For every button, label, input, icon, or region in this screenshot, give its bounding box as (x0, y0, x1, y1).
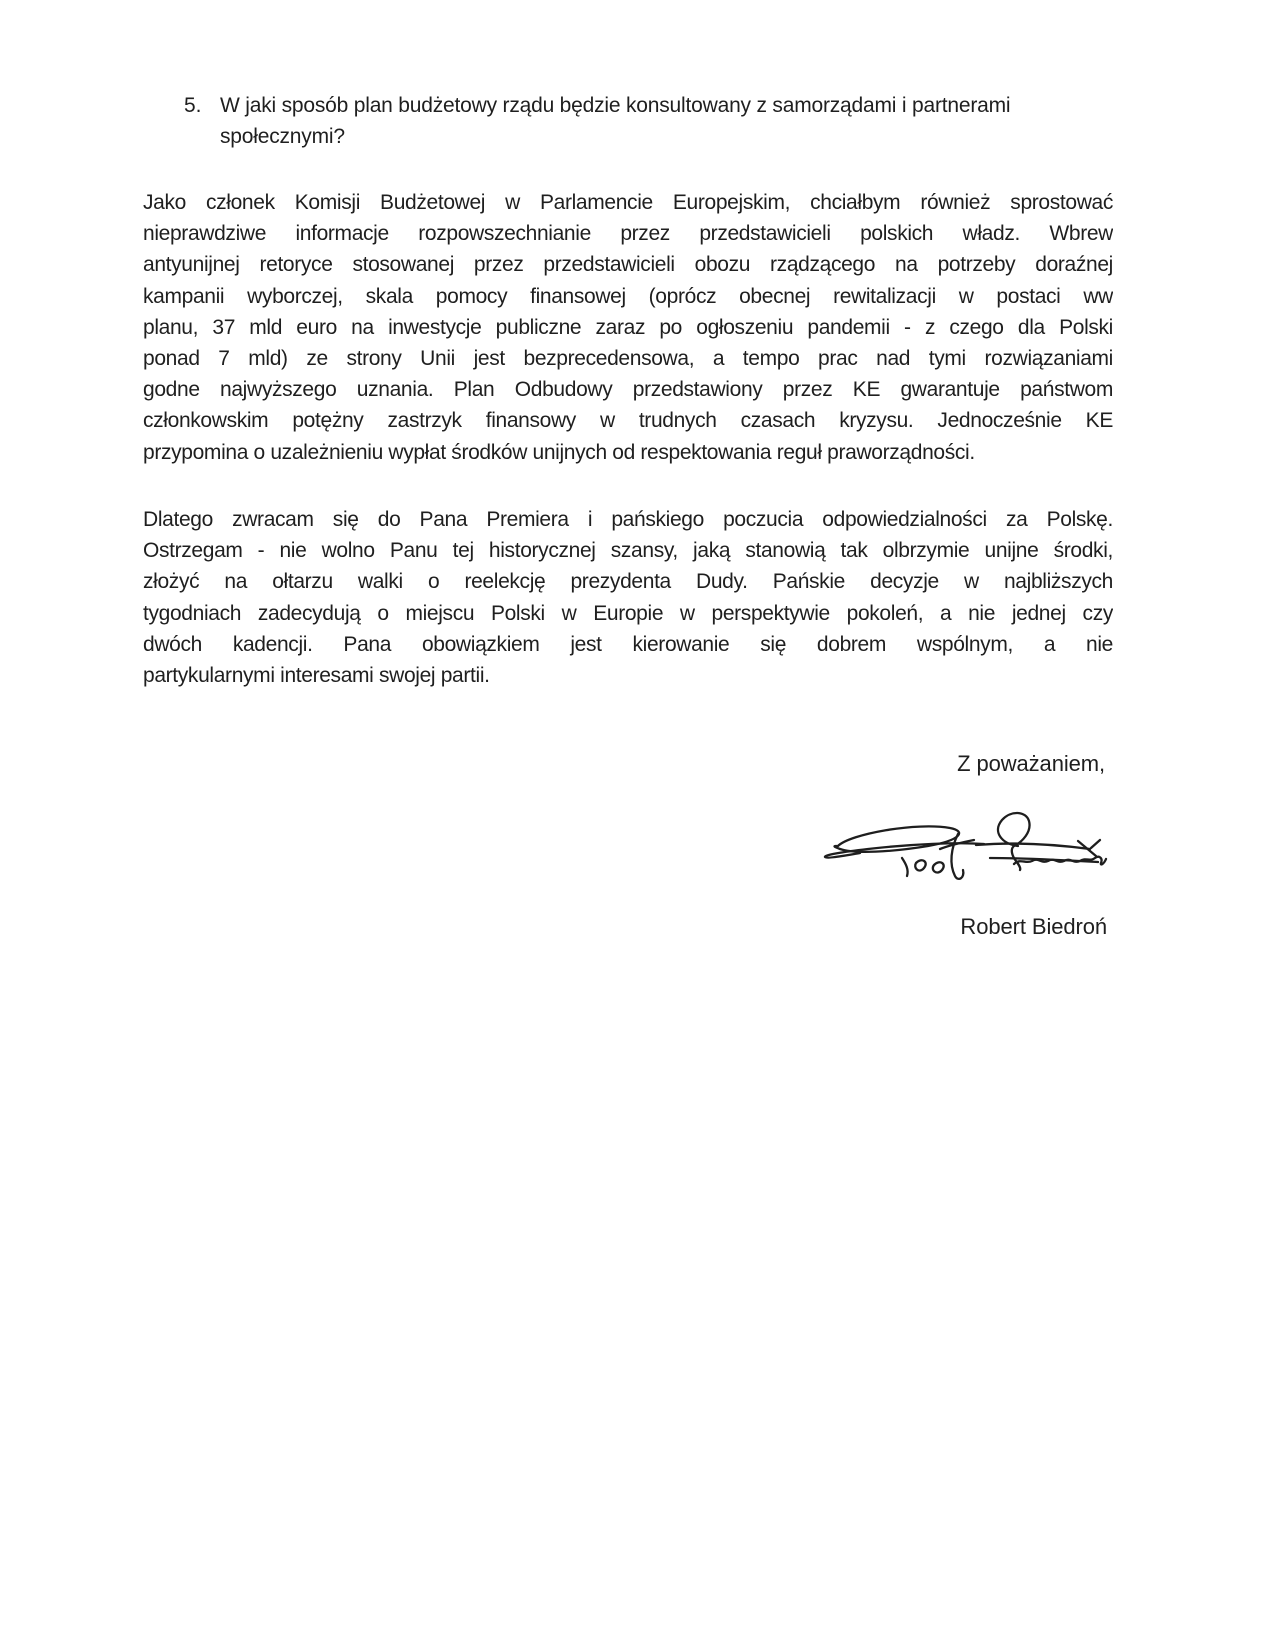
text-line: planu, 37 mld euro na inwestycje publiczne zaraz po ogłoszeniu pandemii - z czego dla Polski (143, 315, 1113, 339)
paragraph-1 (143, 187, 1113, 468)
text-line: dwóch kadencji. Pana obowiązkiem jest kierowanie się dobrem wspólnym, a nie (143, 632, 1113, 656)
text-line: Jako członek Komisji Budżetowej w Parlamencie Europejskim, chciałbym również sprostować (143, 191, 1113, 214)
text-line: antyunijnej retoryce stosowanej przez przedstawicieli obozu rządzącego na potrzeby doraźnej (143, 253, 1113, 277)
question-item-5 (143, 90, 1113, 152)
text-line: tygodniach zadecydują o miejscu Polski w Europie w perspektywie pokoleń, a nie jednej czy (143, 601, 1113, 625)
question-text (220, 90, 1113, 152)
text-line: kampanii wyborczej, skala pomocy finansowej (oprócz obecnej rewitalizacji w postaci ww (143, 284, 1113, 308)
text-line: nieprawdziwe informacje rozpowszechnianie przez przedstawicieli polskich władz. Wbrew (143, 222, 1113, 246)
text-line: przypomina o uzależnieniu wypłat środków unijnych od respektowania reguł praworządności. (143, 440, 975, 464)
closing-salutation: Z poważaniem, (957, 751, 1105, 776)
text-line: partykularnymi interesami swojej partii. (143, 663, 490, 687)
text-line: godne najwyższego uznania. Plan Odbudowy przedstawiony przez KE gwarantuje państwom (143, 378, 1113, 402)
text-line: Dlatego zwracam się do Pana Premiera i pańskiego poczucia odpowiedzialności za Polskę. (143, 508, 1113, 531)
text-line: społecznymi? (220, 125, 345, 149)
paragraph-2 (143, 504, 1113, 691)
text-line: Ostrzegam - nie wolno Panu tej historycznej szansy, jaką stanowią tak olbrzymie unijne środki, (143, 539, 1113, 563)
text-line: ponad 7 mld) ze strony Unii jest bezprecedensowa, a tempo prac nad tymi rozwiązaniami (143, 346, 1113, 370)
text-line: W jaki sposób plan budżetowy rządu będzie konsultowany z samorządami i partnerami (220, 94, 1011, 117)
signatory-name: Robert Biedroń (960, 914, 1107, 939)
text-line: członkowskim potężny zastrzyk finansowy w trudnych czasach kryzysu. Jednocześnie KE (143, 409, 1113, 433)
question-number: 5. (184, 94, 202, 117)
signature (812, 806, 1108, 882)
text-line: złożyć na ołtarzu walki o reelekcję prezydenta Dudy. Pańskie decyzje w najbliższych (143, 570, 1113, 594)
handwritten-signature-icon (812, 806, 1108, 882)
